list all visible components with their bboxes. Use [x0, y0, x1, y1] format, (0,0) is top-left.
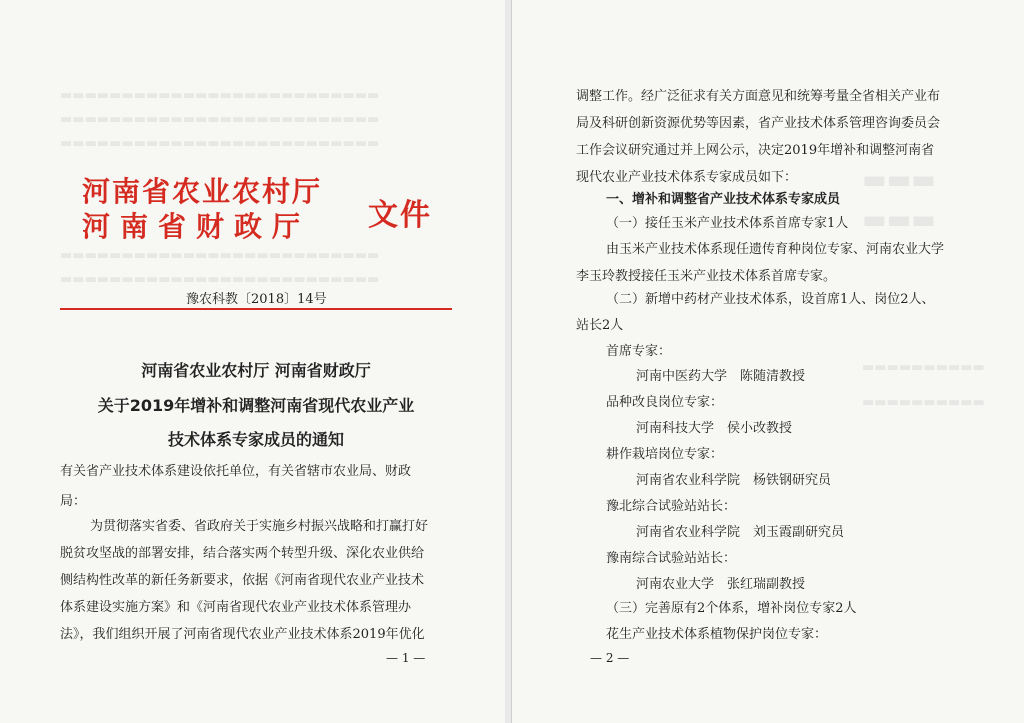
body-line: 脱贫攻坚战的部署安排，结合落实两个转型升级、深化农业供给: [60, 546, 425, 561]
body-line: 局及科研创新资源优势等因素，省产业技术体系管理咨询委员会: [576, 116, 941, 131]
document-page-1: [0, 0, 505, 723]
document-page-2: [511, 0, 1024, 723]
issuer-header-line-1: 河南省农业农村厅: [82, 175, 323, 208]
expert-entry: 河南中医药大学 陈随清教授: [636, 369, 806, 384]
page-number: — 2 —: [590, 651, 630, 665]
section-heading: 一、增补和调整省产业技术体系专家成员: [606, 192, 841, 207]
notice-title-line-1: 河南省农业农村厅 河南省财政厅: [141, 361, 371, 380]
expert-entry: 河南省农业科学院 杨铁钢研究员: [636, 473, 832, 488]
sub-heading: （一）接任玉米产业技术体系首席专家1人: [606, 216, 849, 231]
role-label: 豫北综合试验站站长：: [606, 499, 737, 514]
body-line: 站长2人: [576, 318, 624, 333]
red-separator-line: [60, 308, 452, 310]
body-line: 现代农业产业技术体系专家成员如下：: [576, 170, 798, 185]
body-line: 为贯彻落实省委、省政府关于实施乡村振兴战略和打赢打好: [90, 519, 429, 534]
expert-entry: 河南农业大学 张红瑞副教授: [636, 577, 806, 592]
bleed-through-text: ▬▬▬: [862, 165, 936, 195]
issuer-header-doc-word: 文件: [368, 198, 432, 233]
page-number: — 1 —: [386, 651, 426, 665]
expert-entry: 河南省农业科学院 刘玉霞副研究员: [636, 525, 845, 540]
expert-entry: 河南科技大学 侯小改教授: [636, 421, 793, 436]
bleed-through-text: ▬▬▬▬▬▬▬▬▬▬▬▬▬▬▬▬▬▬▬▬▬▬▬▬▬▬: [60, 112, 380, 127]
bleed-through-text: ▬▬▬▬▬▬▬▬▬▬▬▬▬▬▬▬▬▬▬▬▬▬▬▬▬▬: [60, 272, 380, 287]
notice-title-line-2: 关于2019年增补和调整河南省现代农业产业: [97, 396, 415, 415]
document-number: 豫农科教〔2018〕14号: [186, 292, 327, 307]
sub-heading: （三）完善原有2个体系，增补岗位专家2人: [606, 601, 857, 616]
bleed-through-text: ▬▬▬▬▬▬▬▬▬▬▬▬▬▬▬▬▬▬▬▬▬▬▬▬▬▬: [60, 248, 380, 263]
bleed-through-text: ▬▬▬▬▬▬▬▬▬▬▬▬▬▬▬▬▬▬▬▬▬▬▬▬▬▬: [60, 136, 380, 151]
body-line: 侧结构性改革的新任务新要求，依据《河南省现代农业产业技术: [60, 573, 425, 588]
bleed-through-text: ▬▬▬: [862, 205, 936, 235]
body-line: 有关省产业技术体系建设依托单位，有关省辖市农业局、财政: [60, 464, 412, 479]
bleed-through-text: ▬▬▬▬▬▬▬▬▬▬: [862, 395, 985, 410]
body-line: 李玉玲教授接任玉米产业技术体系首席专家。: [576, 269, 837, 284]
sub-heading: （二）新增中药材产业技术体系，设首席1人、岗位2人、: [606, 292, 935, 307]
role-label: 首席专家：: [606, 344, 672, 359]
body-line: 调整工作。经广泛征求有关方面意见和统筹考量全省相关产业布: [576, 89, 941, 104]
issuer-header-line-2: 河南省财政厅: [82, 210, 311, 243]
body-line: 局：: [60, 494, 87, 509]
role-label: 耕作栽培岗位专家：: [606, 447, 724, 462]
body-line: 工作会议研究通过并上网公示，决定2019年增补和调整河南省: [576, 143, 935, 158]
notice-title-line-3: 技术体系专家成员的通知: [167, 430, 344, 449]
role-label: 豫南综合试验站站长：: [606, 551, 737, 566]
bleed-through-text: ▬▬▬▬▬▬▬▬▬▬: [862, 360, 985, 375]
body-line: 由玉米产业技术体系现任遗传育种岗位专家、河南农业大学: [606, 242, 945, 257]
bleed-through-text: ▬▬▬▬▬▬▬▬▬▬▬▬▬▬▬▬▬▬▬▬▬▬▬▬▬▬: [60, 88, 380, 103]
body-line: 法》，我们组织开展了河南省现代农业产业技术体系2019年优化: [60, 627, 425, 642]
body-line: 体系建设实施方案》和《河南省现代农业产业技术体系管理办: [60, 600, 412, 615]
role-label: 品种改良岗位专家：: [606, 395, 724, 410]
body-line: 花生产业技术体系植物保护岗位专家：: [606, 627, 828, 642]
